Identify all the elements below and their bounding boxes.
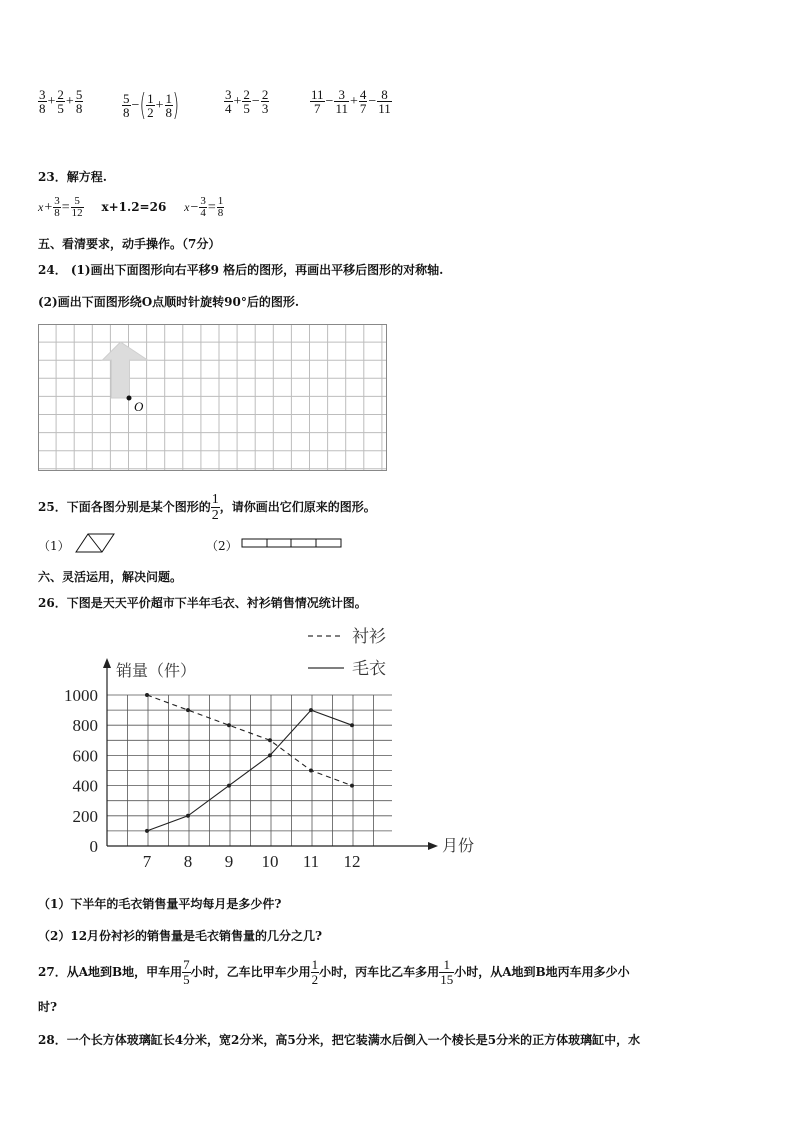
x-tick-label: 11 [302,852,320,870]
data-point [145,693,149,697]
sales-line-chart [50,620,500,870]
data-point [227,784,231,788]
fraction: $\frac{8}{11}$ [378,87,391,116]
y-axis-arrow [103,658,111,668]
data-point [350,784,354,788]
y-axis-label: 销量（件） [116,661,197,680]
equation-1: x+ $\frac{3}{8}$ = $\frac{5}{12}$ [38,195,83,219]
expression-3: $\frac{3}{4}$ + $\frac{2}{5}$ − $\frac{2}{3}$ [225,87,269,116]
q27-text-cont: 时? [38,1000,58,1014]
x-tick-label: 8 [183,852,193,870]
data-point [268,738,272,742]
fraction: $\frac{5}{8}$ [123,91,130,120]
expression-4: $\frac{11}{7}$ − $\frac{3}{11}$ + $\frac{4}{7}$ − $\frac{8}{11}$ [311,87,391,116]
fraction: $\frac{2}{3}$ [261,87,269,116]
q24-part1: 24． (1)画出下面图形向右平移9 格后的图形，再画出平移后图形的对称轴. [38,263,444,277]
q26-sub2: （2）12月份衬衫的销售量是毛衣销售量的几分之几? [38,929,323,943]
q24-part2: (2)画出下面图形绕O点顺时针旋转90°后的图形. [38,295,300,309]
data-point [309,708,313,712]
q23-title: 23．解方程. [38,170,107,184]
fraction: $\frac{2}{5}$ [57,87,64,116]
section-5-heading: 五、看清要求，动手操作。（7分） [38,237,221,251]
fraction: $\frac{5}{8}$ [75,87,83,116]
y-tick-label: 400 [72,776,98,796]
fraction: $\frac{3}{8}$ [39,87,46,116]
data-point [268,753,272,757]
half-shape-2 [241,538,343,550]
expression-2: $\frac{5}{8}$ −( $\frac{1}{2}$ + $\frac{1}{8}$ ) [123,88,180,123]
half-shape-1 [74,532,118,554]
legend-label-sweater: 毛衣 [352,659,386,679]
section-6-heading: 六、灵活运用，解决问题。 [38,570,183,584]
y-tick-label: 800 [72,716,98,736]
point-o [127,396,132,401]
y-tick-label: 0 [89,837,98,856]
y-tick-label: 600 [72,746,98,766]
q25-text: 25．下面各图分别是某个图形的 $\frac{1}{2}$ ，请你画出它们原来的图形。 [38,492,376,523]
x-axis-label: 月份 [442,836,475,855]
fraction: $\frac{1}{8}$ [165,91,173,120]
x-axis-arrow [428,842,438,850]
x-tick-label: 9 [224,852,234,870]
y-tick-label: 1000 [64,686,98,705]
fraction: $\frac{3}{4}$ [225,87,232,116]
data-point [309,769,313,773]
fraction: $\frac{4}{7}$ [359,87,367,116]
equation-2: x+1.2=26 [101,200,167,214]
data-point [186,708,190,712]
fraction: $\frac{1}{2}$ [147,91,154,120]
data-point [145,829,149,833]
x-tick-label: 12 [343,852,361,870]
point-o-label: O [134,399,144,414]
data-point [186,814,190,818]
x-tick-label: 10 [261,852,279,870]
q26-title: 26．下图是天天平价超市下半年毛衣、衬衫销售情况统计图。 [38,596,367,610]
arrow-shape [103,342,148,398]
q23-equations [38,196,224,219]
q25-label-2: （2） [206,539,238,553]
q28-text: 28．一个长方体玻璃缸长4分米，宽2分米，高5分米，把它装满水后倒入一个棱长是5分米的正方体玻璃缸中，水 [38,1033,641,1047]
fraction: $\frac{11}{7}$ [311,87,324,116]
fraction: $\frac{2}{5}$ [243,87,250,116]
q25-label-1: （1） [38,539,70,553]
q26-sub1: （1）下半年的毛衣销售量平均每月是多少件? [38,897,282,911]
data-point [350,723,354,727]
y-tick-label: 200 [72,806,98,826]
equation-3: x− $\frac{3}{4}$ = $\frac{1}{8}$ [184,195,224,219]
fraction: $\frac{3}{11}$ [335,87,348,116]
x-tick-label: 7 [142,852,152,870]
legend-label-shirt: 衬衫 [352,627,386,647]
q24-grid [38,324,388,472]
data-point [227,723,231,727]
expression-1: $\frac{3}{8}$ + $\frac{2}{5}$ + $\frac{5}{8}$ [39,87,83,116]
q27-text: 27．从A地到B地，甲车用 $\frac{7}{5}$ 小时，乙车比甲车少用 $\frac{1}{2}$ 小时，丙车比乙车多用 $\frac{1}{15}$ 小时，从A地到B地丙车用多少小 [38,957,630,987]
